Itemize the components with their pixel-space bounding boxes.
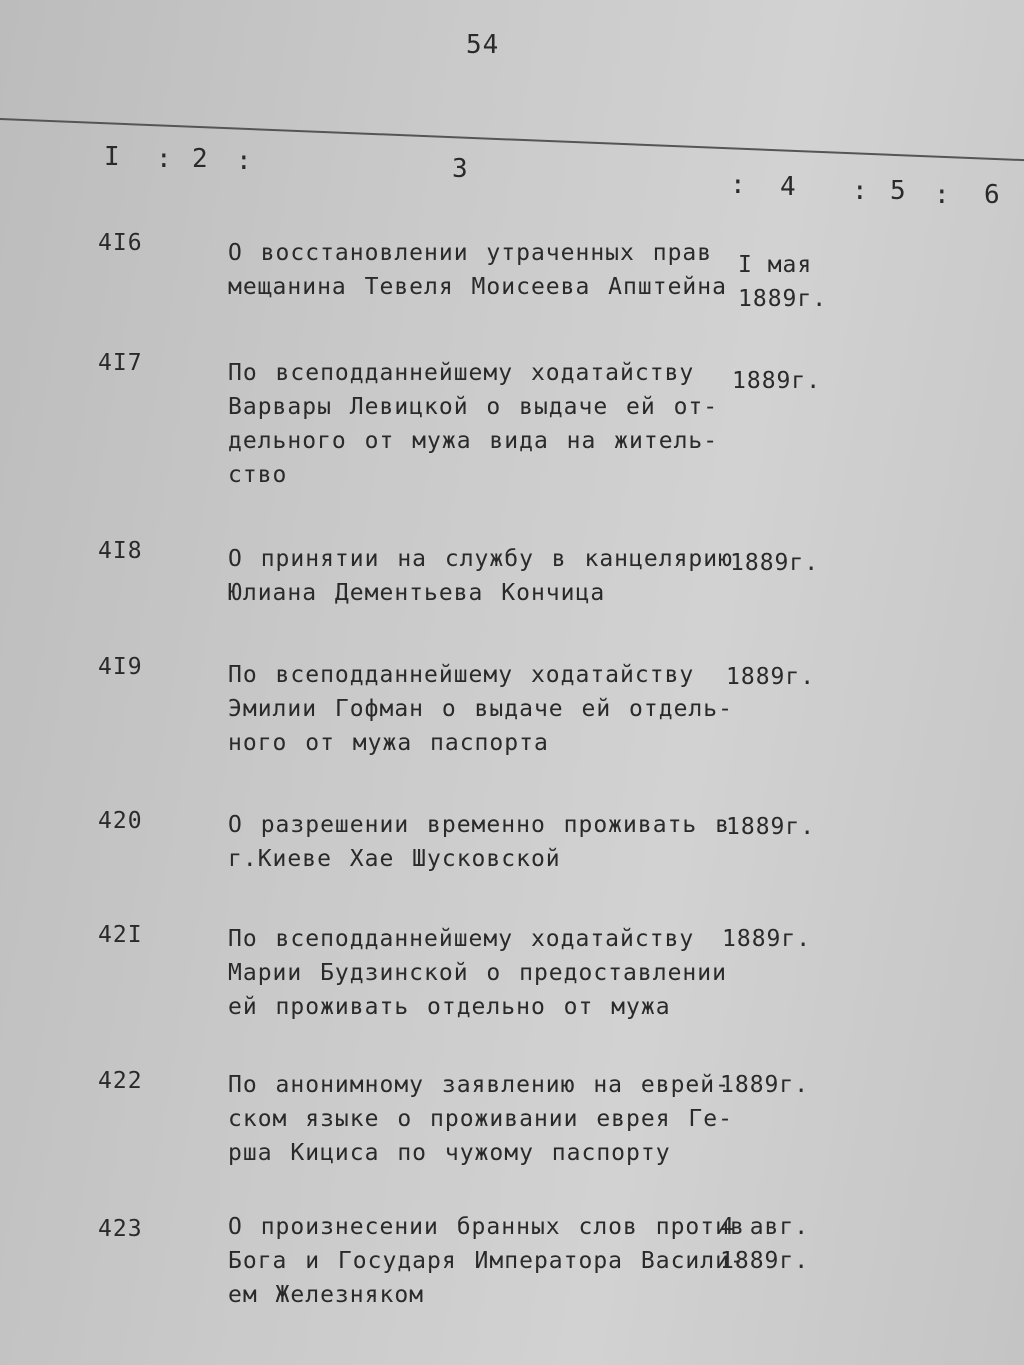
title-line: Бога и Государя Императора Васили- bbox=[228, 1248, 745, 1274]
title-line: По анонимному заявлению на еврей- bbox=[228, 1072, 730, 1098]
title-line: О разрешении временно проживать в bbox=[228, 812, 730, 838]
title-line: рша Кициса по чужому паспорту bbox=[228, 1140, 671, 1166]
date-line: 1889г. bbox=[726, 814, 816, 840]
entry-title bbox=[228, 808, 728, 876]
entry-title bbox=[228, 1210, 745, 1312]
column-separator: : bbox=[236, 146, 253, 176]
entry-date bbox=[720, 1068, 809, 1102]
entry-date bbox=[738, 248, 827, 316]
entry-number: 4I8 bbox=[98, 538, 143, 564]
title-line: Юлиана Дементьева Кончица bbox=[228, 580, 606, 606]
entry-number: 423 bbox=[98, 1216, 143, 1242]
date-line: 1889г. bbox=[732, 368, 822, 394]
entry-title bbox=[228, 658, 733, 760]
title-line: ем Железняком bbox=[228, 1282, 425, 1308]
title-line: Варвары Левицкой о выдаче ей от- bbox=[228, 394, 719, 420]
entry-date bbox=[720, 1210, 809, 1278]
entry-date bbox=[732, 364, 821, 398]
date-line: 1889г. bbox=[726, 664, 816, 690]
title-line: Марии Будзинской о предоставлении bbox=[228, 960, 727, 986]
column-separator: : bbox=[156, 144, 173, 174]
page-number: 54 bbox=[466, 30, 500, 60]
entry-title bbox=[228, 236, 728, 304]
date-line: 1889г. bbox=[722, 926, 812, 952]
date-line: 1889г. bbox=[730, 550, 820, 576]
date-line: 1889г. bbox=[738, 286, 828, 312]
entry-title bbox=[228, 542, 733, 610]
date-line: I мая bbox=[738, 252, 813, 278]
header-rule bbox=[0, 118, 1024, 163]
entry-title bbox=[228, 356, 728, 492]
entry-number: 4I7 bbox=[98, 350, 143, 376]
entry-number: 4I6 bbox=[98, 230, 143, 256]
entry-number: 42I bbox=[98, 922, 143, 948]
title-line: О восстановлении утраченных прав bbox=[228, 240, 713, 266]
title-line: По всеподданнейшему ходатайству bbox=[228, 662, 695, 688]
entry-date bbox=[726, 810, 815, 844]
entry-date bbox=[722, 922, 811, 956]
title-line: Эмилии Гофман о выдаче ей отдель- bbox=[228, 696, 733, 722]
column-header-4: 4 bbox=[780, 172, 797, 202]
date-line: 4 авг. bbox=[720, 1214, 810, 1240]
title-line: г.Киеве Хае Шусковской bbox=[228, 846, 561, 872]
column-header-5: 5 bbox=[890, 176, 907, 206]
column-separator: : bbox=[730, 170, 747, 200]
column-header-6: 6 bbox=[984, 180, 1001, 210]
title-line: О принятии на службу в канцелярию bbox=[228, 546, 733, 572]
entry-date bbox=[726, 660, 815, 694]
column-separator: : bbox=[934, 180, 951, 210]
column-separator: : bbox=[852, 176, 869, 206]
entry-number: 422 bbox=[98, 1068, 143, 1094]
column-header-1: I bbox=[104, 142, 121, 172]
title-line: ного от мужа паспорта bbox=[228, 730, 549, 756]
title-line: По всеподданнейшему ходатайству bbox=[228, 926, 695, 952]
date-line: 1889г. bbox=[720, 1248, 810, 1274]
entry-title bbox=[228, 1068, 733, 1170]
title-line: ском языке о проживании еврея Ге- bbox=[228, 1106, 733, 1132]
entry-number: 420 bbox=[98, 808, 143, 834]
date-line: 1889г. bbox=[720, 1072, 810, 1098]
column-header-3: 3 bbox=[452, 154, 469, 184]
entry-number: 4I9 bbox=[98, 654, 143, 680]
entry-title bbox=[228, 922, 728, 1024]
column-header-2: 2 bbox=[192, 144, 209, 174]
entry-date bbox=[730, 546, 819, 580]
title-line: мещанина Тевеля Моисеева Апштейна bbox=[228, 274, 727, 300]
title-line: По всеподданнейшему ходатайству bbox=[228, 360, 695, 386]
title-line: О произнесении бранных слов против bbox=[228, 1214, 745, 1240]
title-line: дельного от мужа вида на житель- bbox=[228, 428, 719, 454]
title-line: ей проживать отдельно от мужа bbox=[228, 994, 671, 1020]
title-line: ство bbox=[228, 462, 288, 488]
